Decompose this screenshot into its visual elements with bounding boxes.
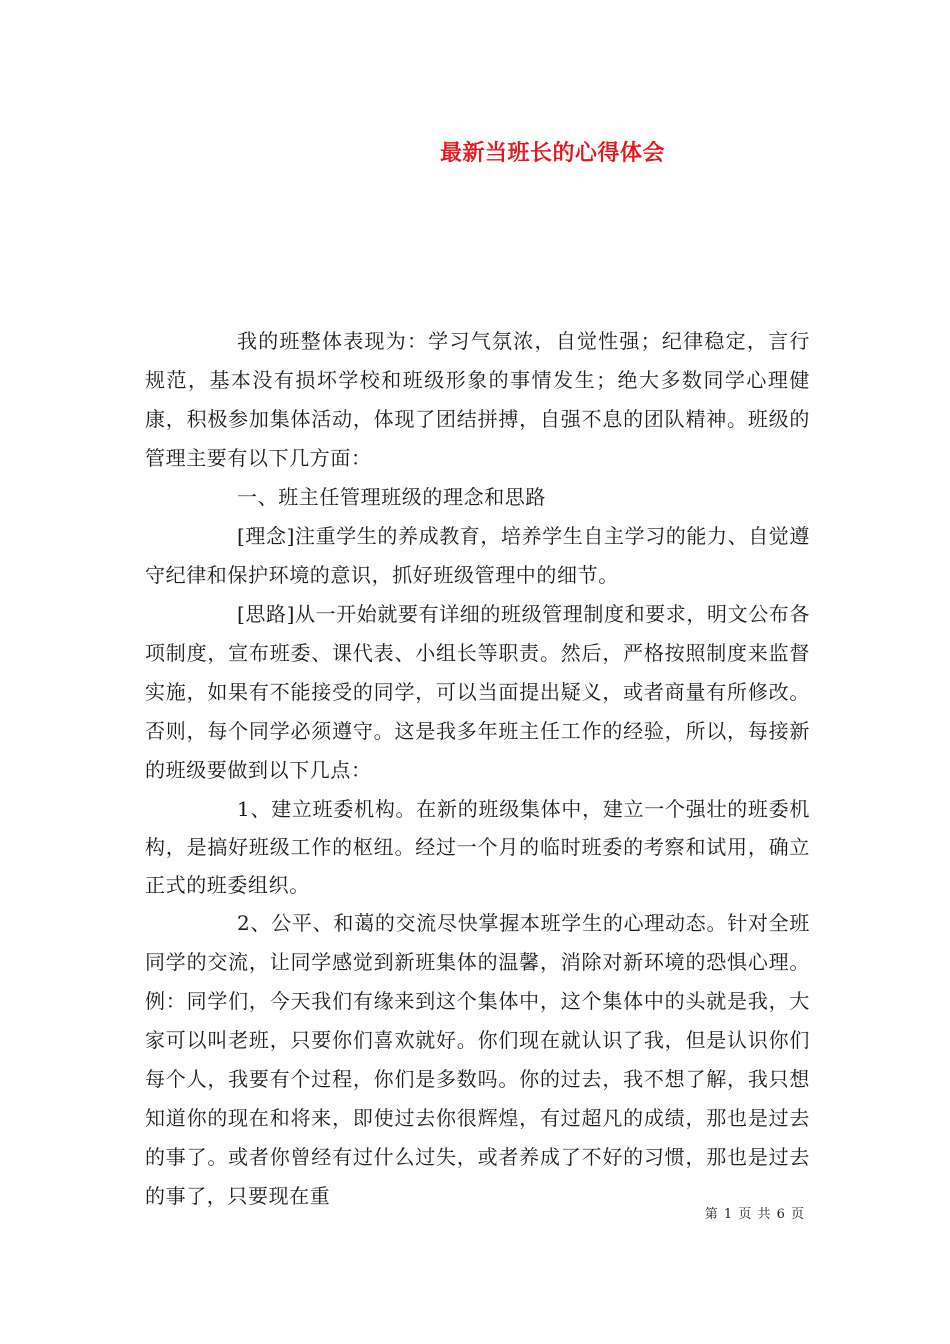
- document-title: 最新当班长的心得体会: [439, 140, 665, 166]
- section-heading-management: 一、班主任管理班级的理念和思路: [237, 485, 546, 509]
- paragraph-class-overview: 我的班整体表现为：学习气氛浓，自觉性强；纪律稳定，言行规范，基本没有损坏学校和班级形象的事情发生；绝大多数同学心理健康，积极参加集体活动，体现了团结拼搏，自强不息的团队精神。班级的管理主要有以下几方面：: [145, 329, 810, 470]
- paragraph-point-2: 2、公平、和蔼的交流尽快掌握本班学生的心理动态。针对全班同学的交流，让同学感觉到新班集体的温馨，消除对新环境的恐惧心理。例：同学们，今天我们有缘来到这个集体中，这个集体中的头就是我，大家可以叫老班，只要你们喜欢就好。你们现在就认识了我，但是认识你们每个人，我要有个过程，你们是多数吗。你的过去，我不想了解，我只想知道你的现在和将来，即使过去你很辉煌，有过超凡的成绩，那也是过去的事了。或者你曾经有过什么过失，或者养成了不好的习惯，那也是过去的事了，只要现在重: [145, 911, 810, 1208]
- paragraph-point-1: 1、建立班委机构。在新的班级集体中，建立一个强壮的班委机构，是搞好班级工作的枢纽。经过一个月的临时班委的考察和试用，确立正式的班委组织。: [145, 797, 810, 897]
- document-body: [145, 322, 810, 1216]
- paragraph-approach: [思路]从一开始就要有详细的班级管理制度和要求，明文公布各项制度，宣布班委、课代表、小组长等职责。然后，严格按照制度来监督实施，如果有不能接受的同学，可以当面提出疑义，或者商量有所修改。否则，每个同学必须遵守。这是我多年班主任工作的经验，所以，每接新的班级要做到以下几点：: [145, 602, 811, 782]
- paragraph-philosophy: [理念]注重学生的养成教育，培养学生自主学习的能力、自觉遵守纪律和保护环境的意识，抓好班级管理中的细节。: [145, 524, 811, 587]
- page-number: 第 1 页 共 6 页: [704, 1207, 805, 1222]
